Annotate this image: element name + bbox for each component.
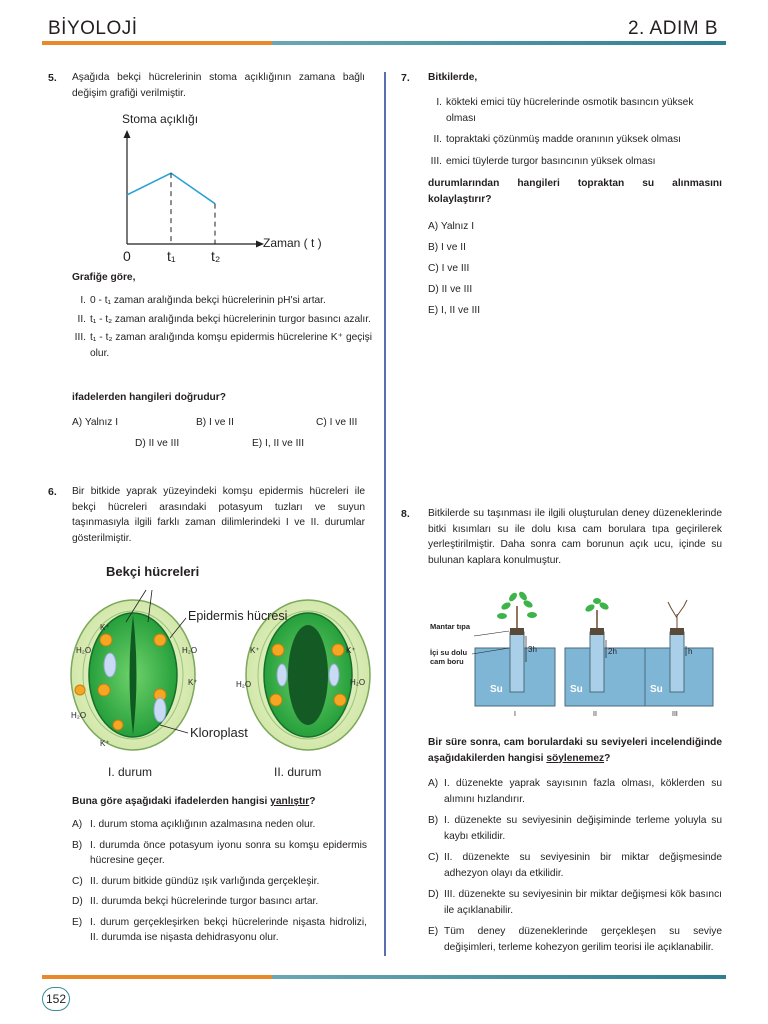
q5-chart xyxy=(100,105,350,265)
svg-text:H₂O: H₂O xyxy=(236,680,252,689)
chart-y-arrow xyxy=(124,130,131,138)
q8-option-e[interactable]: E) Tüm deney düzeneklerinde gerçekleşen su seviye değişimleri, terleme kohezyon gerilim teorisi ile açıklanabilir. xyxy=(428,926,722,953)
q8-question: Bir süre sonra, cam borulardaki su seviyeleri incelendiğinde aşağıdakilerden hangisi söylenemez? xyxy=(428,737,722,764)
q6-number: 6. xyxy=(48,486,57,498)
q6-question: Buna göre aşağıdaki ifadelerden hangisi yanlıştır? xyxy=(72,796,316,807)
q6-stem: Bir bitkide yaprak yüzeyindeki komşu epidermis hücreleri ile bekçi hücreleri arasındaki potasyum tuzları ve suyun taşınmasıyla ilgili farklı zaman dilimlerindeki I ve II. durumlar gösterilmiştir. xyxy=(72,486,365,544)
column-divider xyxy=(384,72,386,956)
q5-statement: III. t₁ - t₂ zaman aralığında komşu epidermis hücrelerine K⁺ geçişi olur. xyxy=(74,332,372,359)
svg-text:Su: Su xyxy=(490,684,503,695)
svg-text:H₂O: H₂O xyxy=(76,646,92,655)
page-number: 152 xyxy=(42,987,70,1011)
q6-option-a[interactable]: A) I. durum stoma açıklığının azalmasına neden olur. xyxy=(72,819,316,830)
q7-question: durumlarından hangileri topraktan su alınmasını kolaylaştırır? xyxy=(428,178,722,205)
stoma-pore xyxy=(288,625,328,725)
q6-figure xyxy=(68,560,378,785)
q8-figure xyxy=(430,588,720,718)
state-one-diagram xyxy=(71,600,198,750)
q7-number: 7. xyxy=(401,72,410,84)
apparatus-three xyxy=(645,600,713,718)
svg-text:K⁺: K⁺ xyxy=(346,646,356,655)
q6-options xyxy=(72,817,367,946)
svg-text:K⁺: K⁺ xyxy=(100,739,110,748)
q7-option-c[interactable]: C) I ve III xyxy=(428,263,470,274)
svg-text:II: II xyxy=(593,711,597,718)
q7-statements xyxy=(428,95,722,169)
q7-options xyxy=(428,216,480,321)
chart-plot-area xyxy=(123,173,220,264)
chart-x-tick-label: t₁ xyxy=(167,248,176,264)
svg-text:3h: 3h xyxy=(528,645,537,654)
step-title: 2. ADIM B xyxy=(627,18,718,39)
q8-options xyxy=(428,776,722,955)
q5-statements xyxy=(72,293,372,361)
q6-option-d[interactable]: D) II. durumda bekçi hücrelerinde turgor basıncı artar. xyxy=(72,896,319,907)
q5-statement: II. t₁ - t₂ zaman aralığında bekçi hücrelerinin turgor basıncı azalır. xyxy=(77,313,371,325)
q5-lead: Grafiğe göre, xyxy=(72,272,136,283)
svg-text:K⁺: K⁺ xyxy=(188,678,198,687)
svg-text:H₂O: H₂O xyxy=(71,711,87,720)
svg-text:I: I xyxy=(514,711,516,718)
chart-ylabel: Stoma açıklığı xyxy=(122,112,199,126)
q6-option-c[interactable]: C) II. durum bitkide gündüz ışık varlığında gerçekleşir. xyxy=(72,875,320,887)
label-guard-cells: Bekçi hücreleri xyxy=(106,564,200,579)
q8-option-a[interactable]: A) I. düzenekte yaprak sayısının fazla olması, köklerden su alımını hızlandırır. xyxy=(428,778,722,805)
q8-option-d[interactable]: D) III. düzenekte su seviyesinin bir miktar değişmesi kök basıncı ile açıklanabilir. xyxy=(428,889,722,916)
svg-text:Su: Su xyxy=(570,684,583,695)
apparatus-one xyxy=(475,590,555,718)
subject-title: BİYOLOJİ xyxy=(48,18,138,39)
q7-option-a[interactable]: A) Yalnız I xyxy=(428,221,475,232)
chart-xlabel: Zaman ( t ) xyxy=(263,236,322,250)
q5-option-c[interactable]: C) I ve III xyxy=(316,417,358,428)
caption-state-two: II. durum xyxy=(274,765,322,779)
q5-option-a[interactable]: A) Yalnız I xyxy=(72,417,119,428)
svg-text:H₂O: H₂O xyxy=(182,646,198,655)
q6-option-e[interactable]: E) I. durum gerçekleşirken bekçi hücrelerinde nişasta hidrolizi, II. durumda ise nişasta dehidrasyonu olur. xyxy=(72,916,367,943)
q6-option-b[interactable]: B) I. durumda önce potasyum iyonu sonra su komşu epidermis hücresine geçer. xyxy=(72,839,367,866)
label-epidermis: Epidermis hücresi xyxy=(188,609,288,623)
footer-bar-orange xyxy=(42,975,272,979)
q5-option-b[interactable]: B) I ve II xyxy=(196,417,234,428)
chart-x-tick-label: 0 xyxy=(123,248,131,264)
svg-text:K⁺: K⁺ xyxy=(250,646,260,655)
q8-stem: Bitkilerde su taşınması ile ilgili oluşturulan deney düzeneklerinde bitki kısımları su ile dolu kısa cam borulara tıpa geçirilerek yerleştirilmiştir. Daha sonra cam borunun açık ucu, içinde su bulunan kaplara konulmuştur. xyxy=(428,508,722,566)
apparatus-two xyxy=(565,598,645,718)
chart-x-tick-label: t₂ xyxy=(211,248,221,264)
q8-option-b[interactable]: B) I. düzenekte su seviyesinin değişiminde terleme yoluyla su kaybı etkilidir. xyxy=(428,815,722,842)
q7-statement: II. topraktaki çözünmüş madde oranının yüksek olması xyxy=(433,134,681,145)
svg-text:2h: 2h xyxy=(608,647,617,656)
q5-option-e[interactable]: E) I, II ve III xyxy=(252,438,305,449)
svg-text:III: III xyxy=(672,711,678,718)
q5-stem: Aşağıda bekçi hücrelerinin stoma açıklığının zamana bağlı değişim grafiği verilmiştir. xyxy=(72,72,365,99)
svg-text:h: h xyxy=(688,647,693,656)
footer-bar-teal xyxy=(272,975,726,979)
q7-statement: I. kökteki emici tüy hücrelerinde osmotik basıncın yüksek olması xyxy=(436,97,694,124)
header-bar-teal xyxy=(272,41,726,45)
q7-option-d[interactable]: D) II ve III xyxy=(428,284,473,295)
label-chloroplast: Kloroplast xyxy=(190,725,248,740)
svg-text:K⁺: K⁺ xyxy=(100,623,110,632)
q5-statement: I. 0 - t₁ zaman aralığında bekçi hücrelerinin pH'si artar. xyxy=(80,295,326,306)
label-tube: İçi su dolu cam boru xyxy=(430,648,468,666)
q7-title: Bitkilerde, xyxy=(428,72,478,83)
header-bar-orange xyxy=(42,41,272,45)
q7-option-e[interactable]: E) I, II ve III xyxy=(428,305,481,316)
q5-option-d[interactable]: D) II ve III xyxy=(135,438,180,449)
q8-option-c[interactable]: C) II. düzenekte su seviyesinin bir miktar değişmesinde adhezyon olayı da etkilidir. xyxy=(428,852,722,879)
caption-state-one: I. durum xyxy=(108,765,153,779)
q5-question: ifadelerden hangileri doğrudur? xyxy=(72,392,226,403)
q7-option-b[interactable]: B) I ve II xyxy=(428,242,466,253)
svg-text:Su: Su xyxy=(650,684,663,695)
q5-number: 5. xyxy=(48,72,57,84)
q8-number: 8. xyxy=(401,508,410,520)
label-cork: Mantar tıpa xyxy=(430,622,471,631)
svg-text:H₂O: H₂O xyxy=(350,678,366,687)
q7-statement: III. emici tüylerde turgor basıncının yüksek olması xyxy=(430,155,656,167)
